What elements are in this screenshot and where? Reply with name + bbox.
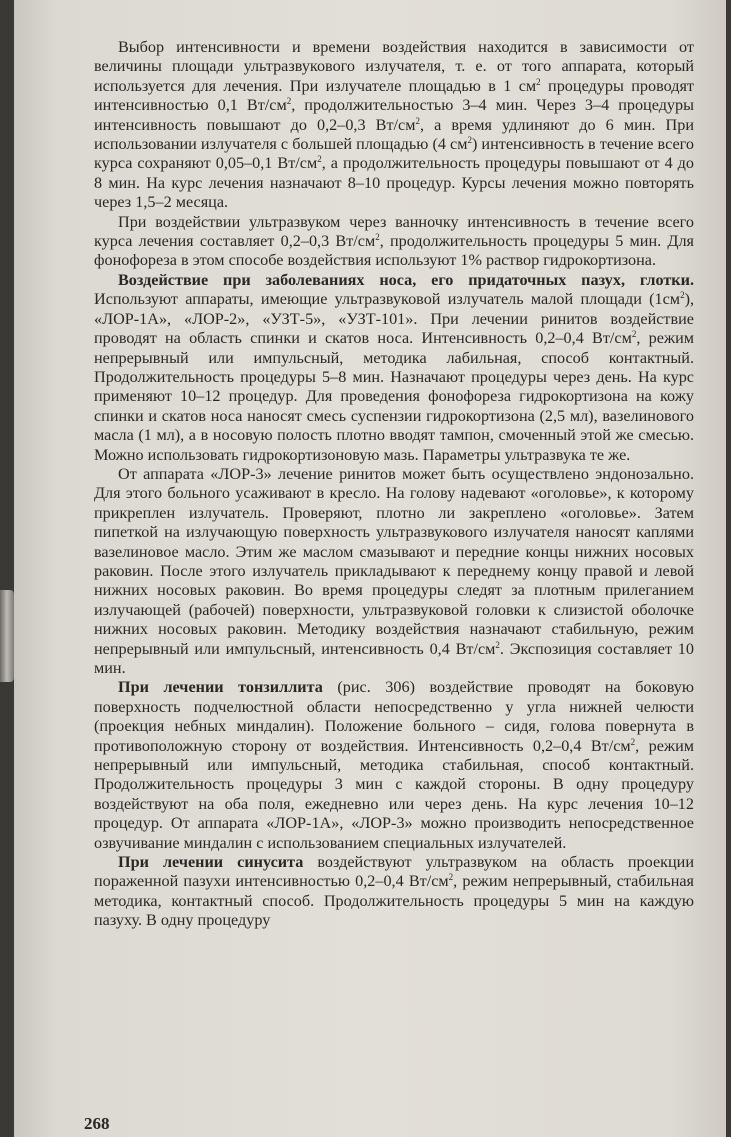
superscript: 2: [631, 329, 637, 340]
superscript: 2: [630, 736, 636, 747]
text-run: При воздействии ультразвуком через ванночку интенсивность в течение всего курса лечения составляет 0,2–0,3 Вт/см: [94, 212, 694, 251]
superscript: 2: [448, 872, 454, 883]
text-run: , а время удлиняют до 6 мин. При использовании излучателя с большей площадью (4 см: [94, 115, 694, 154]
text-run: ), «ЛОР-1А», «ЛОР-2», «УЗТ-5», «УЗТ-101». При лечении ринитов воздействие проводят на область спинки и скатов носа. Интенсивность 0,2–0,4 Вт/см: [94, 290, 694, 348]
text-run: . Экспозиция составляет 10 мин.: [94, 639, 694, 677]
text-run: , а продолжительность процедуры повышают от 4 до 8 мин. На курс лечения назначают 8–10 процедур. Курсы лечения можно повторять через 1,5–2 месяца.: [94, 154, 695, 212]
text-run: , продолжительность процедуры 5 мин. Для фонофореза в этом способе воздействия используют 1% раствор гидрокортизона.: [94, 232, 694, 270]
paragraph: [94, 38, 694, 213]
superscript: 2: [286, 96, 292, 107]
text-run: ) интенсивность в течение всего курса сохраняют 0,05–0,1 Вт/см: [94, 135, 694, 173]
superscript: 2: [415, 115, 420, 126]
bold-heading: При лечении тонзиллита: [118, 678, 323, 697]
text-run: Используют аппараты, имеющие ультразвуковой излучатель малой площади (1см: [94, 290, 681, 309]
bold-heading: При лечении синусита: [118, 853, 304, 872]
binder-clip: [0, 590, 14, 682]
page-number: 268: [84, 1114, 110, 1133]
text-run: Выбор интенсивности и времени воздействия находится в зависимости от величины площади ультразвукового излучателя, т. е. от того аппарата, который используется для лечения. При излучателе площадью в 1 см: [94, 38, 694, 95]
text-run: процедуры проводят интенсивностью 0,1 Вт/см: [94, 76, 694, 115]
paragraph: [94, 213, 694, 271]
paragraph: [94, 678, 694, 853]
text-run: , режим непрерывный, стабильная методика, контактный способ. Продолжительность процедуры 5 мин на каждую пазуху. В одну процедуру: [94, 872, 694, 930]
superscript: 2: [495, 639, 500, 650]
superscript: 2: [467, 135, 472, 146]
superscript: 2: [536, 76, 541, 87]
paragraph: [94, 271, 694, 465]
text-run: , продолжительностью 3–4 мин. Через 3–4 процедуры интенсивность повышают до 0,2–0,3 Вт/см: [94, 96, 694, 134]
text-run: , режим непрерывный или импульсный, методика стабильная, способ контактный. Продолжительность процедуры 3 мин с каждой стороны. В одну процедуру воздействуют на оба поля, ежедневно или через день. На курс лечения 10–12 процедур. От аппарата «ЛОР-1А», «ЛОР-3» можно производить непосредственное озвучивание миндалин с использованием специальных излучателей.: [94, 736, 694, 852]
superscript: 2: [375, 232, 380, 243]
paragraph: [94, 465, 694, 678]
superscript: 2: [317, 154, 322, 165]
superscript: 2: [680, 290, 685, 301]
book-page: [14, 0, 726, 1137]
text-run: воздействуют ультразвуком на область проекции пораженной пазухи интенсивностью 0,2–0,4 Вт/см: [94, 853, 694, 891]
text-run: От аппарата «ЛОР-3» лечение ринитов может быть осуществлено эндонозально. Для этого больного усаживают в кресло. На голову надевают «оголовье», к которому прикреплен излучатель. Проверяют, плотно ли закреплено «оголовье». Затем пипеткой на излучающую поверхность ультразвукового излучателя наносят каплями вазелиновое масло. Этим же маслом смазывают и передние концы нижних носовых раковин. После этого излучатель прикладывают к переднему концу правой и левой нижних носовых раковин. Во время процедуры следят за плотным прилеганием излучающей (рабочей) поверхности, ультразвуковой головки к слизистой оболочке нижних носовых раковин. Методику воздействия назначают стабильную, режим непрерывный или импульсный, интенсивность 0,4 Вт/см: [94, 464, 694, 658]
text-run: (рис. 306) воздействие проводят на боковую поверхность подчелюстной области непосредственно у угла нижней челюсти (проекция небных миндалин). Положение больного – сидя, голова повернута в противоположную сторону от воздействия. Интенсивность 0,2–0,4 Вт/см: [94, 678, 694, 755]
page-text: [94, 38, 694, 931]
paragraph: [94, 853, 694, 931]
bold-heading: Воздействие при заболеваниях носа, его придаточных пазух, глотки.: [118, 270, 694, 289]
text-run: , режим непрерывный или импульсный, методика лабильная, способ контактный. Продолжительность процедуры 5–8 мин. Назначают процедуры через день. На курс применяют 10–12 процедур. Для проведения фонофореза гидрокортизона на кожу спинки и скатов носа наносят смесь суспензии гидрокортизона (2,5 мл), вазелинового масла (1 мл), а в носовую полость плотно вводят тампон, смоченный этой же смесью. Можно использовать гидрокортизоновую мазь. Параметры ультразвука те же.: [94, 329, 694, 464]
